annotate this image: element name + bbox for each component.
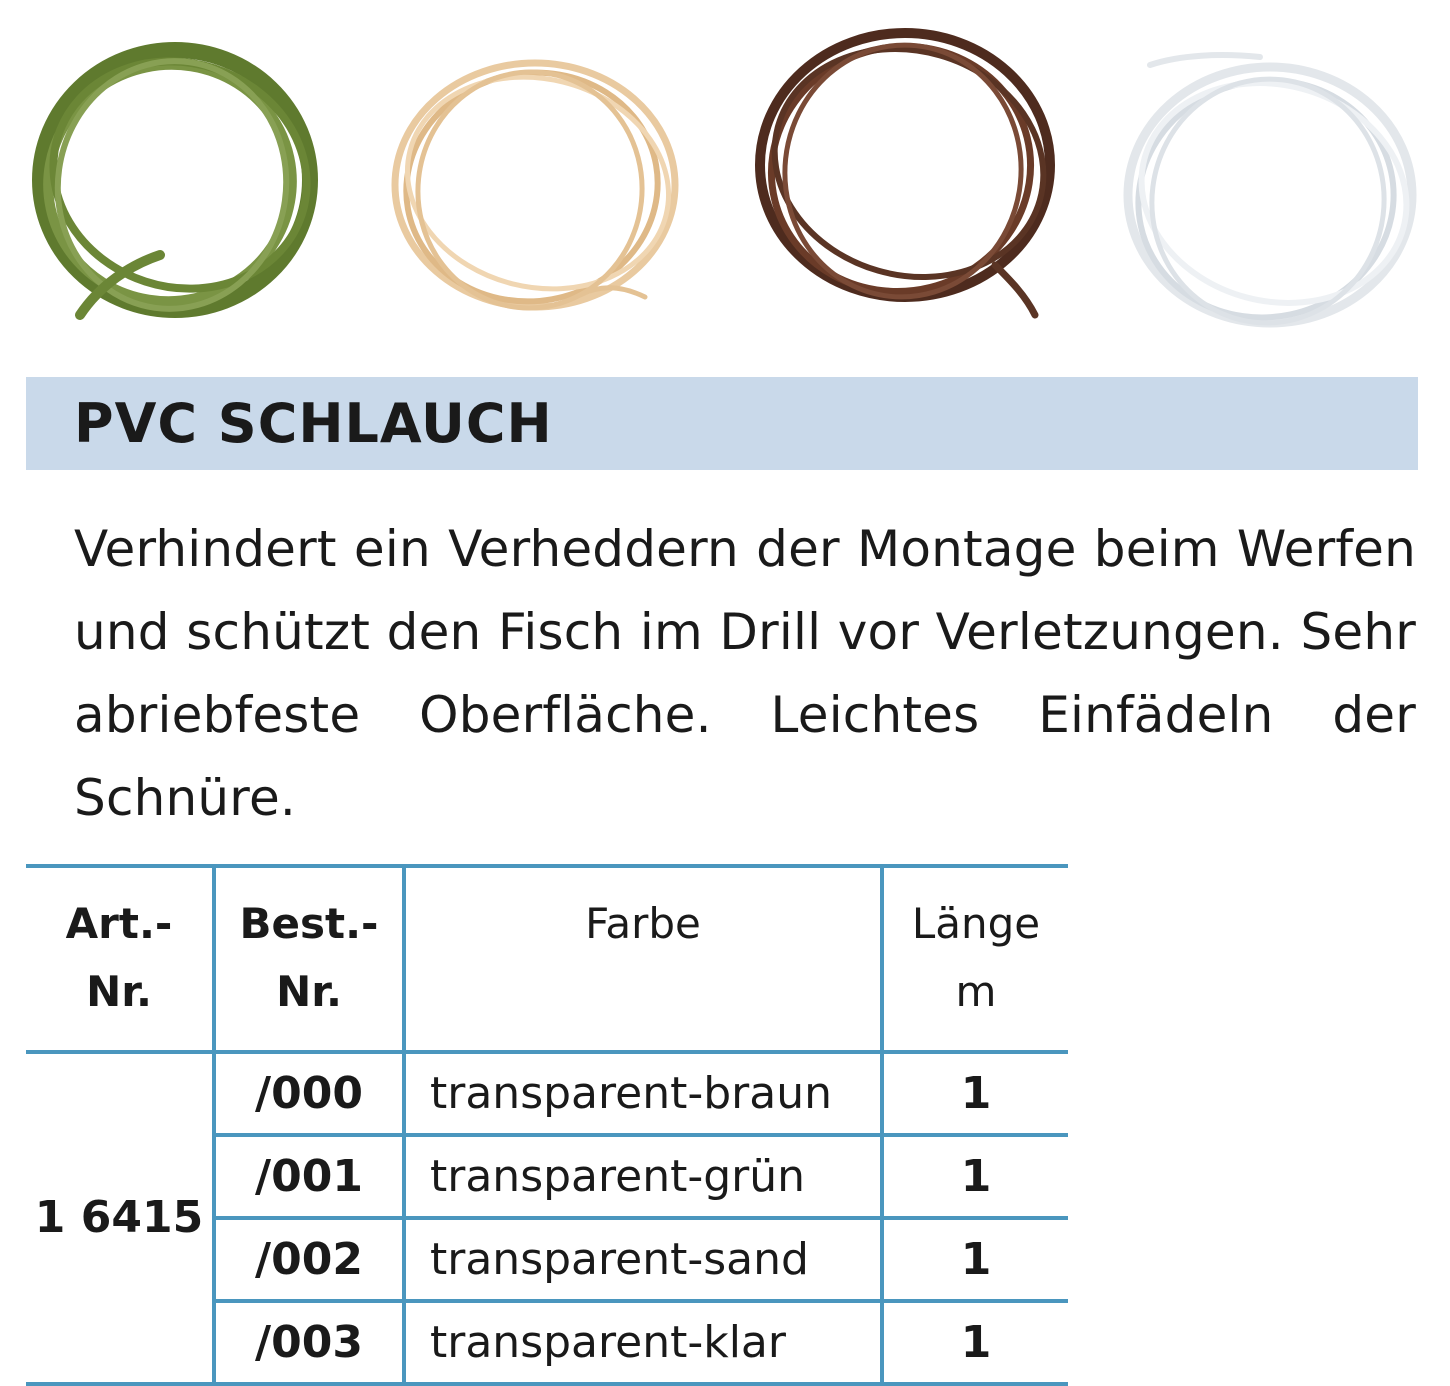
laenge-cell: 1	[882, 1301, 1068, 1384]
farbe-cell: transparent-grün	[404, 1135, 882, 1218]
best-nr-cell: /000	[214, 1052, 404, 1135]
product-title: PVC SCHLAUCH	[74, 392, 553, 455]
best-nr-cell: /003	[214, 1301, 404, 1384]
product-title-bar	[26, 377, 1418, 470]
laenge-cell: 1	[882, 1052, 1068, 1135]
best-nr-cell: /002	[214, 1218, 404, 1301]
header-best-nr-line2: Nr.	[276, 967, 342, 1016]
art-nr-cell: 1 6415	[26, 1052, 214, 1384]
clear-tube-coil-image	[1110, 45, 1430, 345]
table-header-row	[26, 866, 1068, 1052]
farbe-cell: transparent-klar	[404, 1301, 882, 1384]
header-art-nr	[26, 866, 214, 1052]
green-tube-coil-image	[20, 25, 330, 335]
laenge-cell: 1	[882, 1135, 1068, 1218]
farbe-cell: transparent-sand	[404, 1218, 882, 1301]
header-farbe-label: Farbe	[585, 899, 701, 948]
header-art-nr-line2: Nr.	[86, 967, 152, 1016]
header-farbe	[404, 866, 882, 1052]
header-best-nr	[214, 866, 404, 1052]
laenge-cell: 1	[882, 1218, 1068, 1301]
header-best-nr-line1: Best.-	[239, 899, 379, 948]
header-art-nr-line1: Art.-	[65, 899, 173, 948]
brown-tube-coil-image	[745, 15, 1065, 325]
sand-tube-coil-image	[380, 35, 690, 335]
best-nr-cell: /001	[214, 1135, 404, 1218]
header-laenge	[882, 866, 1068, 1052]
farbe-cell: transparent-braun	[404, 1052, 882, 1135]
product-description: Verhindert ein Verheddern der Montage beim Werfen und schützt den Fisch im Drill vor Verletzungen. Sehr abriebfeste Oberfläche. Leichtes Einfädeln der Schnüre.	[74, 520, 1416, 827]
header-laenge-line1: Länge	[911, 899, 1041, 948]
specification-table	[26, 864, 1068, 1386]
product-images	[0, 0, 1450, 360]
header-laenge-line2: m	[955, 967, 997, 1016]
table-row	[26, 1052, 1068, 1135]
